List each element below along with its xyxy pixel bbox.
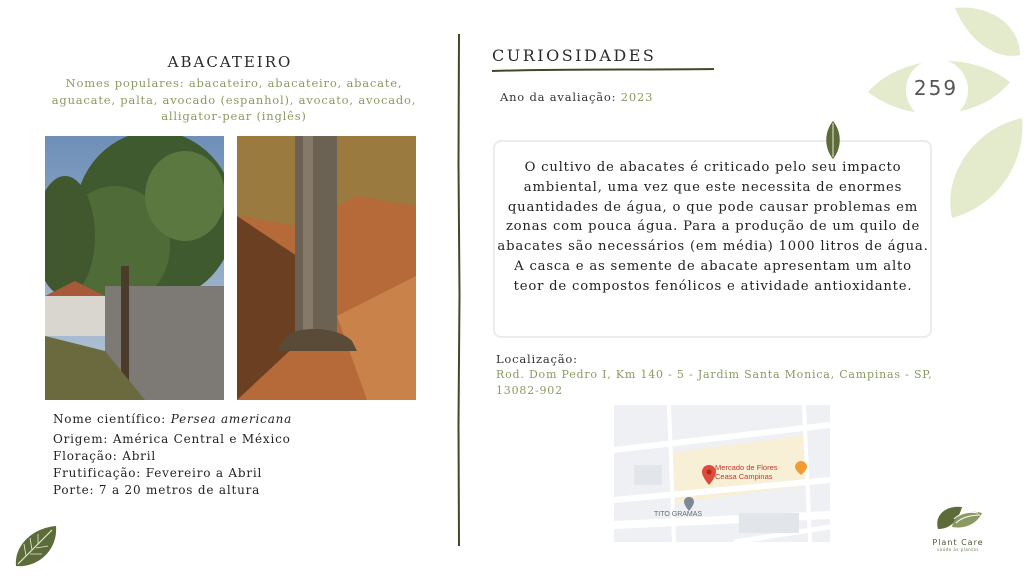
brand-name: Plant Care — [932, 538, 984, 547]
curiosity-text: O cultivo de abacates é criticado pelo seu impacto ambiental, uma vez que este necessita de enormes quantidades de água, o que pode causar problemas em zonas com pouca água. Para a produção de um quilo de abacates são necessários (em média) 1000 litros de água. A casca e as semente de abacate apresentam um alto teor de compostos fenólicos e atividade antioxidante. — [497, 160, 929, 294]
plant-info — [53, 411, 413, 499]
map-gray-pin-icon — [684, 497, 694, 511]
tree-photo-2 — [237, 136, 416, 400]
location-address: Rod. Dom Pedro I, Km 140 - 5 - Jardim Santa Monica, Campinas - SP, 13082-902 — [496, 368, 933, 397]
title-underline — [492, 66, 714, 74]
evaluation-year: Ano da avaliação: 2023 — [500, 90, 654, 104]
flowering: Floração: Abril — [53, 449, 156, 463]
scientific-name-row: Nome científico: Persea americana — [53, 412, 293, 426]
plant-care-logo-icon — [932, 503, 984, 533]
location-map[interactable] — [614, 405, 830, 542]
map-poi-icon — [795, 461, 807, 475]
popular-names: Nomes populares: abacateiro, abacateiro, abacate, aguacate, palta, avocado (espanhol), avocato, avocado, alligator-pear (inglês) — [51, 76, 417, 123]
size: Porte: 7 a 20 metros de altura — [53, 483, 261, 497]
map-place-label: Mercado de Flores Ceasa Campinas — [715, 463, 778, 481]
tree-photo-1 — [45, 136, 224, 400]
curiosities-title: CURIOSIDADES — [492, 46, 657, 65]
leaf-icon — [822, 120, 844, 160]
leaf-icon-bottom-left — [12, 522, 60, 570]
fruiting: Frutificação: Fevereiro a Abril — [53, 466, 263, 480]
plant-care-logo — [924, 503, 992, 552]
brand-tagline: saúde às plantas — [937, 547, 979, 552]
page-number: 259 — [913, 76, 959, 100]
map-pin-icon — [702, 465, 716, 485]
scientific-name: Persea americana — [170, 412, 293, 426]
location-label: Localização: — [496, 352, 578, 366]
plant-title: ABACATEIRO — [167, 53, 293, 71]
evaluation-year-value: 2023 — [620, 90, 654, 104]
map-secondary-label: TITO GRAMAS — [654, 511, 703, 518]
origin: Origem: América Central e México — [53, 432, 291, 446]
column-divider — [456, 34, 462, 546]
